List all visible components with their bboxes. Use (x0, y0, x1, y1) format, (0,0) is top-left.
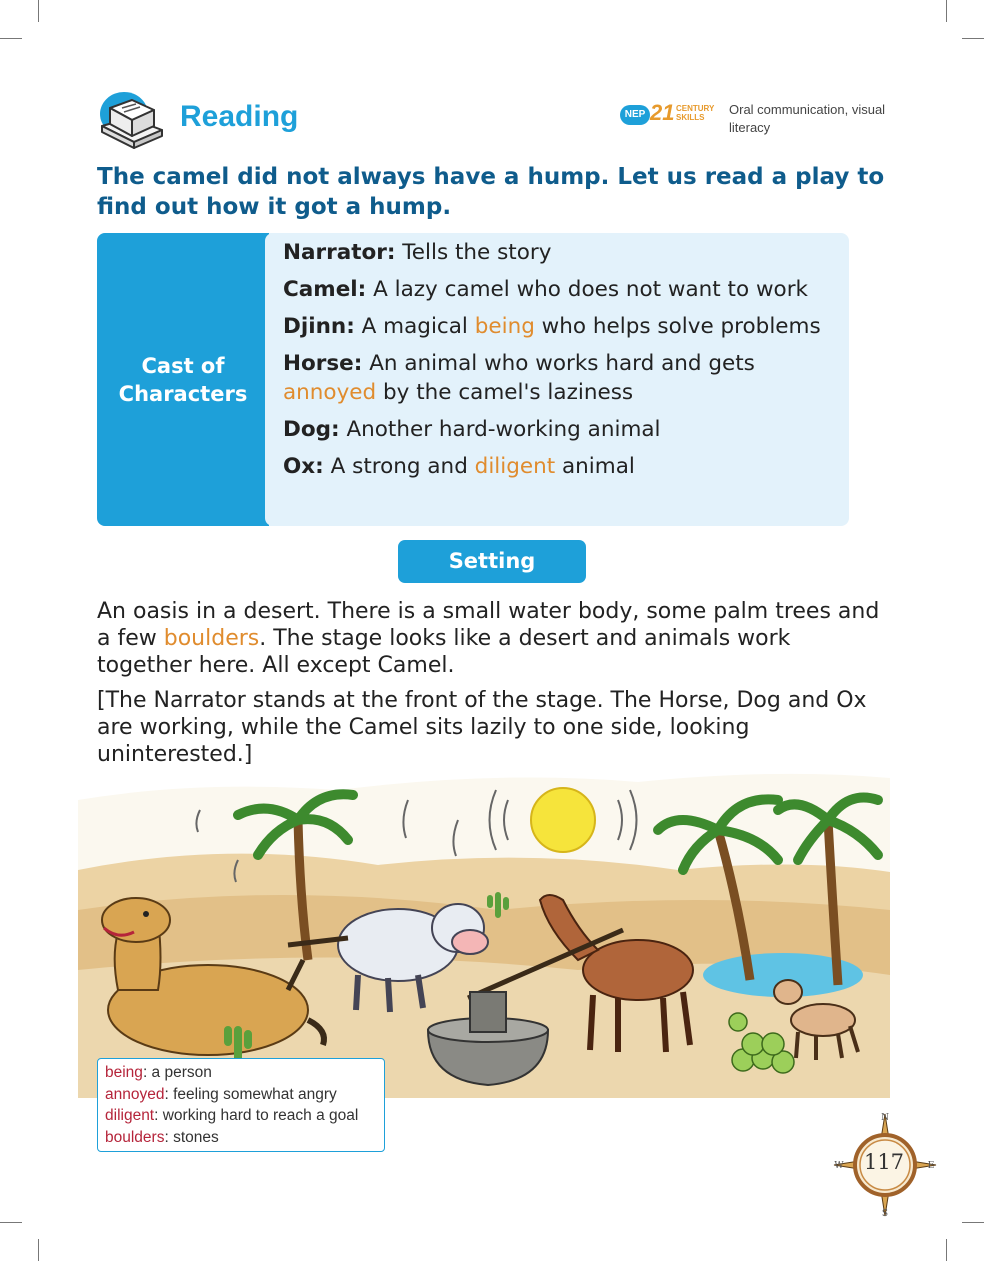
glossary-term: annoyed (105, 1085, 165, 1103)
cast-label-panel (97, 233, 269, 526)
cast-desc-end: who helps solve problems (534, 314, 821, 339)
cast-desc: Tells the story (395, 240, 552, 265)
cast-name: Horse: (283, 351, 363, 376)
crop-mark (0, 38, 22, 39)
glossary-box (97, 1058, 385, 1152)
cast-desc: A magical (354, 314, 475, 339)
glossary-entry (105, 1127, 377, 1149)
glossary-term: diligent (105, 1107, 155, 1124)
cast-item-dog (283, 416, 845, 445)
setting-text: An oasis in a desert. There is a small water body, some palm trees and a few (97, 599, 880, 651)
cast-label-edge (265, 233, 273, 526)
cast-desc: A strong and (323, 453, 475, 479)
nep-21st-century-skills-badge (620, 100, 720, 128)
glossary-entry (105, 1062, 377, 1084)
crop-mark (946, 0, 947, 22)
desert-oasis-illustration (78, 760, 890, 1098)
setting-text-end: . The stage looks like a desert and animals work together here. All except Camel. (97, 626, 791, 678)
cast-desc-end: animal (555, 453, 635, 479)
glossary-entry (105, 1105, 377, 1127)
vocab-word-annoyed: annoyed (283, 379, 377, 405)
vocab-word-boulders: boulders (163, 626, 260, 651)
compass-letter-w: W (834, 1161, 844, 1171)
cast-name: Dog: (283, 416, 340, 442)
glossary-term: boulders (105, 1128, 165, 1146)
crop-mark (0, 1222, 22, 1223)
cast-item-horse (283, 350, 845, 407)
cast-list (283, 239, 845, 490)
cast-name: Ox: (283, 453, 324, 479)
glossary-definition: : stones (164, 1128, 219, 1146)
section-title: Reading (180, 100, 299, 133)
cast-name: Djinn: (283, 314, 355, 339)
cast-desc: An animal who works hard and gets (362, 351, 755, 376)
crop-mark (38, 0, 39, 22)
stage-direction: [The Narrator stands at the front of the stage. The Horse, Dog and Ox are working, while the Camel sits lazily to one side, looking uninterested.] (97, 688, 867, 767)
vocab-word-diligent: diligent (474, 453, 556, 479)
nep-21-number: 21 (650, 100, 675, 125)
skills-note: Oral communication, visual literacy (729, 102, 886, 135)
glossary-entry (105, 1084, 377, 1106)
cast-item-ox (283, 453, 845, 482)
page-number: 117 (863, 1150, 905, 1174)
glossary-definition: : feeling somewhat angry (164, 1085, 337, 1103)
crop-mark (962, 1222, 984, 1223)
book-icon (96, 88, 168, 150)
cast-of-characters-box (97, 233, 849, 526)
setting-label: Setting (398, 540, 586, 583)
compass-letter-s: S (881, 1209, 889, 1219)
compass-letter-n: N (881, 1113, 889, 1123)
nep-century-skills-label (676, 104, 714, 122)
nep-skills-word: SKILLS (676, 113, 705, 122)
cast-desc: A lazy camel who does not want to work (366, 277, 808, 302)
cast-label: Cast of Characters (118, 353, 248, 406)
cast-item-camel (283, 276, 845, 305)
cast-item-djinn (283, 313, 845, 342)
glossary-definition: : a person (142, 1064, 212, 1081)
compass-letter-e: E (927, 1161, 935, 1171)
cast-item-narrator (283, 239, 845, 268)
crop-mark (946, 1239, 947, 1261)
cast-name: Narrator: (283, 240, 396, 265)
vocab-word-being: being (474, 314, 535, 339)
crop-mark (38, 1239, 39, 1261)
glossary-term: being (105, 1064, 143, 1081)
intro-heading: The camel did not always have a hump. Let us read a play to find out how it got a hump. (97, 164, 885, 220)
nep-label: NEP (620, 105, 650, 125)
glossary-definition: : working hard to reach a goal (154, 1107, 359, 1124)
crop-mark (962, 38, 984, 39)
cast-name: Camel: (283, 277, 367, 302)
nep-century-word: CENTURY (676, 104, 715, 113)
cast-desc-end: by the camel's laziness (376, 379, 634, 405)
setting-paragraph (97, 598, 887, 679)
cast-desc: Another hard-working animal (339, 416, 661, 442)
